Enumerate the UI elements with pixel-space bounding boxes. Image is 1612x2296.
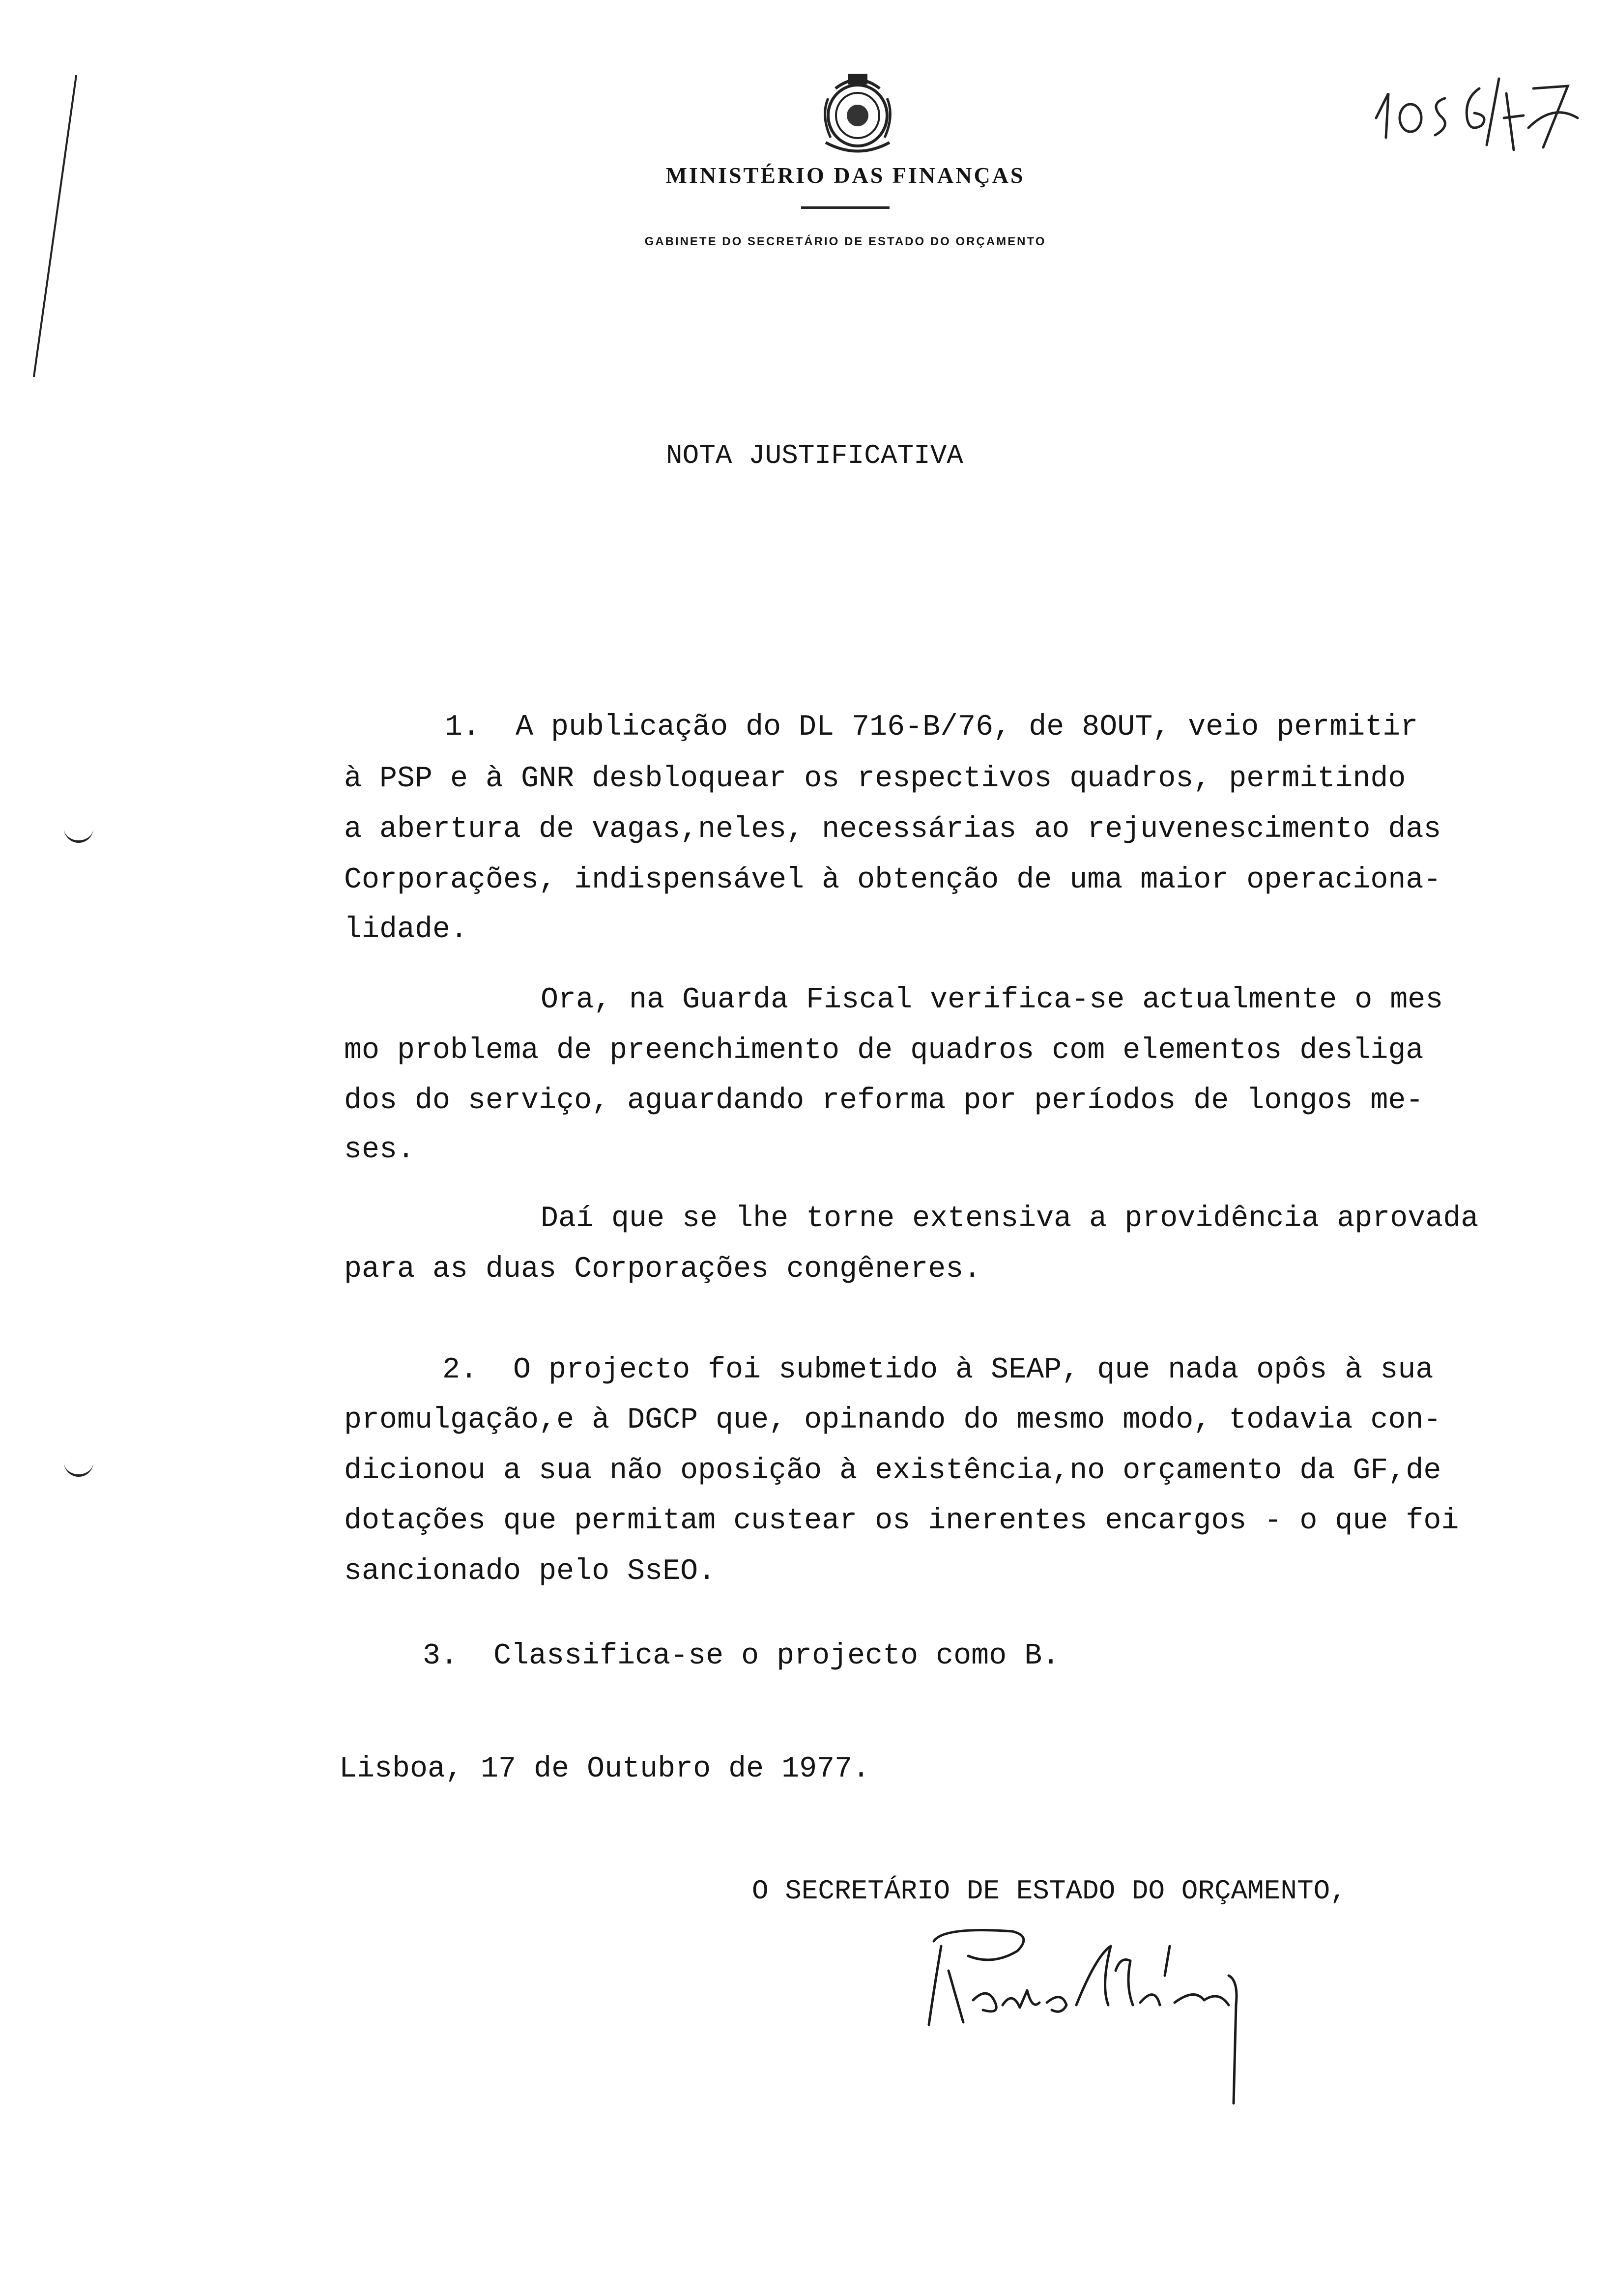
body-line: Ora, na Guarda Fiscal verifica-se actualmente o mes [541,983,1443,1017]
body-line: dos do serviço, aguardando reforma por períodos de longos me- [344,1084,1424,1118]
ministry-name: MINISTÉRIO DAS FINANÇAS [665,163,1025,188]
punch-hole-mark [64,1455,93,1477]
document-title: NOTA JUSTIFICATIVA [666,440,963,471]
cabinet-name: GABINETE DO SECRETÁRIO DE ESTADO DO ORÇAMENTO [644,235,1046,248]
body-line: dicionou a sua não oposição à existência,no orçamento da GF,de [344,1454,1441,1488]
punch-hole-mark [64,821,93,843]
body-line: a abertura de vagas,neles, necessárias ao rejuvenescimento das [344,813,1441,846]
body-line: Corporações, indispensável à obtenção de uma maior operaciona- [344,863,1441,897]
body-line: Daí que se lhe torne extensiva a providência aprovada [541,1202,1479,1235]
body-line: 1. A publicação do DL 716-B/76, de 8OUT, veio permitir [445,711,1418,744]
body-line: 2. O projecto foi submetido à SEAP, que nada opôs à sua [442,1353,1434,1387]
body-line: ses. [344,1133,415,1167]
margin-line [33,75,77,377]
body-line: à PSP e à GNR desbloquear os respectivos quadros, permitindo [344,762,1406,796]
header-divider [801,206,890,209]
body-line: para as duas Corporações congêneres. [344,1253,981,1286]
body-line: mo problema de preenchimento de quadros com elementos desliga [344,1034,1424,1067]
handwritten-reference-number [1366,64,1597,152]
body-line: promulgação,e à DGCP que, opinando do mesmo modo, todavia con- [344,1404,1441,1437]
document-date: Lisboa, 17 de Outubro de 1977. [339,1752,870,1786]
body-line: lidade. [344,913,468,947]
body-line: 3. Classifica-se o projecto como B. [423,1639,1060,1673]
body-line: sancionado pelo SsEO. [344,1555,716,1588]
body-line: dotações que permitam custear os inerentes encargos - o que foi [344,1504,1459,1538]
handwritten-signature [914,1917,1297,2123]
coat-of-arms-emblem [806,69,909,157]
signatory-title: O SECRETÁRIO DE ESTADO DO ORÇAMENTO, [752,1875,1347,1907]
